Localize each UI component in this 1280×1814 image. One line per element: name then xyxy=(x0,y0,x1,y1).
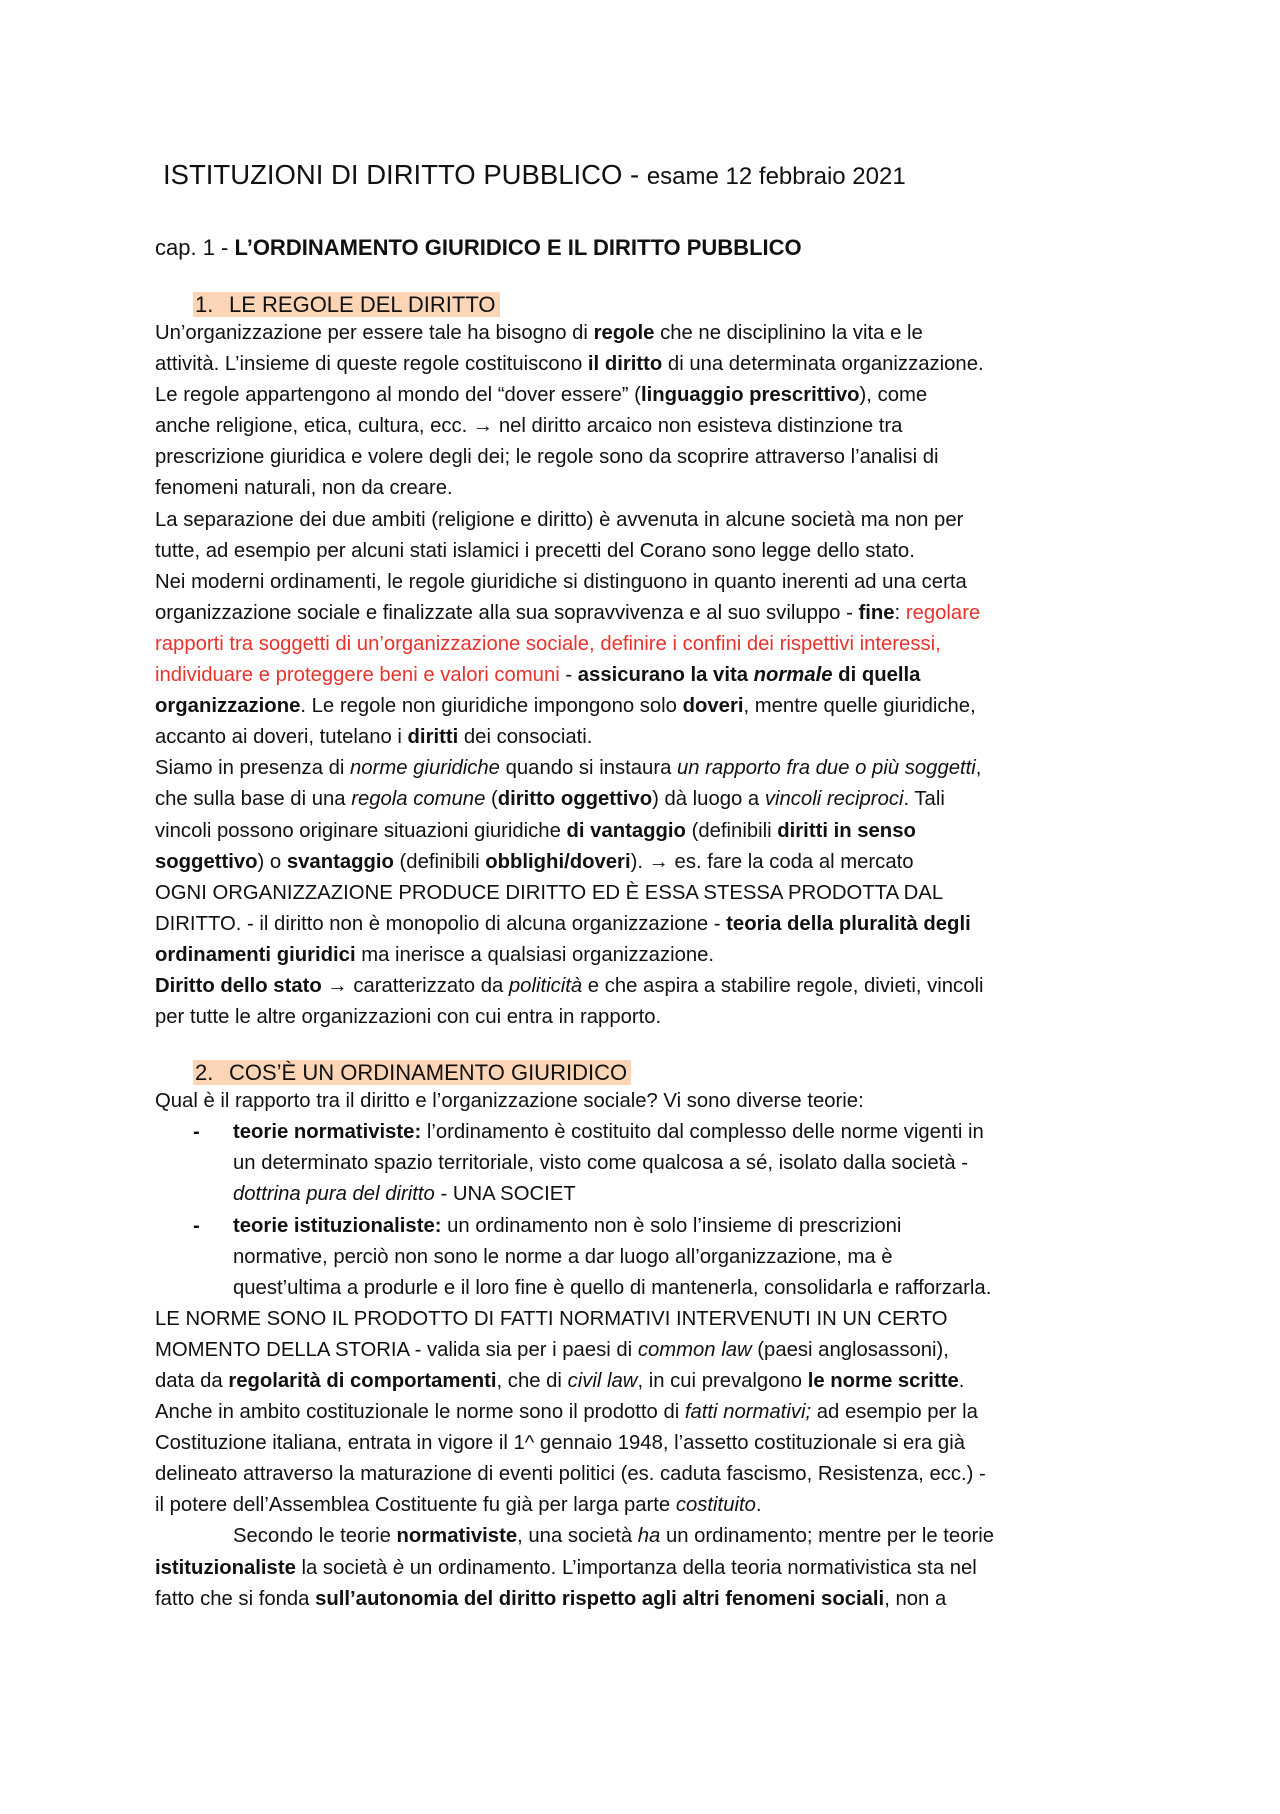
text-line: Siamo in presenza di norme giuridiche quando si instaura un rapporto fra due o più soggetti, xyxy=(155,757,982,780)
title-main: ISTITUZIONI DI DIRITTO PUBBLICO - xyxy=(163,159,647,190)
text-line: Secondo le teorie normativiste, una società ha un ordinamento; mentre per le teorie xyxy=(233,1525,995,1548)
text-line: OGNI ORGANIZZAZIONE PRODUCE DIRITTO ED È ESSA STESSA PRODOTTA DAL xyxy=(155,881,944,904)
text-line: anche religione, etica, cultura, ecc. → nel diritto arcaico non esisteva distinzione tra xyxy=(155,415,903,438)
chapter-prefix: cap. 1 - xyxy=(155,235,235,260)
section-1-number: 1. xyxy=(195,292,214,317)
text-line: Diritto dello stato → caratterizzato da politicità e che aspira a stabilire regole, divieti, vincoli xyxy=(155,974,984,997)
bullet-dash: - xyxy=(193,1121,200,1144)
document-title xyxy=(163,158,1130,194)
text-line: che sulla base di una regola comune (diritto oggettivo) dà luogo a vincoli reciproci. Tali xyxy=(155,788,945,811)
section-1-body xyxy=(155,318,1130,1033)
bullet-dash: - xyxy=(193,1214,200,1237)
text-line: data da regolarità di comportamenti, che di civil law, in cui prevalgono le norme scritte. xyxy=(155,1370,965,1392)
text-line: tutte, ad esempio per alcuni stati islamici i precetti del Corano sono legge dello stato. xyxy=(155,539,915,562)
text-line: delineato attraverso la maturazione di eventi politici (es. caduta fascismo, Resistenza, ecc.) - xyxy=(155,1463,986,1486)
text-line: Un’organizzazione per essere tale ha bisogno di regole che ne disciplinino la vita e le xyxy=(155,322,923,344)
text-line: ordinamenti giuridici ma inerisce a qualsiasi organizzazione. xyxy=(155,943,715,966)
section-1-heading xyxy=(193,291,1130,318)
text-line: organizzazione. Le regole non giuridiche impongono solo doveri, mentre quelle giuridiche, xyxy=(155,695,976,718)
section-2-number: 2. xyxy=(195,1060,214,1086)
text-line: Le regole appartengono al mondo del “dover essere” (linguaggio prescrittivo), come xyxy=(155,384,928,407)
text-line: accanto ai doveri, tutelano i diritti dei consociati. xyxy=(155,726,593,749)
text-line: prescrizione giuridica e volere degli dei; le regole sono da scoprire attraverso l’analisi di xyxy=(155,446,939,469)
document-page xyxy=(155,158,1130,1615)
chapter-name: L’ORDINAMENTO GIURIDICO E IL DIRITTO PUBBLICO xyxy=(234,235,802,260)
text-line: Qual è il rapporto tra il diritto e l’organizzazione sociale? Vi sono diverse teorie: xyxy=(155,1090,864,1113)
text-line: Costituzione italiana, entrata in vigore il 1^ gennaio 1948, l’assetto costituzionale si era già xyxy=(155,1432,965,1455)
text-line: Nei moderni ordinamenti, le regole giuridiche si distinguono in quanto inerenti ad una certa xyxy=(155,570,967,593)
highlighted-text-line: rapporti tra soggetti di un’organizzazione sociale, definire i confini dei rispettivi interessi, xyxy=(155,632,941,655)
text-line: il potere dell’Assemblea Costituente fu già per larga parte costituito. xyxy=(155,1494,762,1517)
list-item: - teorie normativiste: l’ordinamento è costituito dal complesso delle norme vigenti in un determinato spazio territoriale, visto come qualcosa a sé, isolato dalla società - dottrina pura del diritto - UNA SOCIET xyxy=(155,1117,1130,1210)
section-2-heading xyxy=(193,1059,1130,1086)
text-line: attività. L’insieme di queste regole costituiscono il diritto di una determinata organizzazione. xyxy=(155,353,984,376)
text-line: per tutte le altre organizzazioni con cui entra in rapporto. xyxy=(155,1006,662,1029)
text-line: Anche in ambito costituzionale le norme sono il prodotto di fatti normativi; ad esempio per la xyxy=(155,1401,978,1424)
section-1-title: LE REGOLE DEL DIRITTO xyxy=(229,292,496,317)
text-line: istituzionaliste la società è un ordinamento. L’importanza della teoria normativistica sta nel xyxy=(155,1556,977,1579)
text-line: fenomeni naturali, non da creare. xyxy=(155,477,453,500)
text-line: individuare e proteggere beni e valori comuni - assicurano la vita normale di quella xyxy=(155,664,921,687)
section-2-body xyxy=(155,1086,1130,1615)
text-line: vincoli possono originare situazioni giuridiche di vantaggio (definibili diritti in senso xyxy=(155,819,916,842)
list-item: - teorie istituzionaliste: un ordinamento non è solo l’insieme di prescrizioni normative, perciò non sono le norme a dar luogo all’organizzazione, ma è quest’ultima a produrle e il loro fine è quello di mantenerla, consolidarla e rafforzarla. xyxy=(155,1211,1130,1304)
title-date: esame 12 febbraio 2021 xyxy=(646,163,906,190)
text-line: soggettivo) o svantaggio (definibili obblighi/doveri). → es. fare la coda al mercato xyxy=(155,850,914,873)
text-line: La separazione dei due ambiti (religione e diritto) è avvenuta in alcune società ma non per xyxy=(155,508,964,531)
text-line: MOMENTO DELLA STORIA - valida sia per i paesi di common law (paesi anglosassoni), xyxy=(155,1338,949,1361)
text-line: DIRITTO. - il diritto non è monopolio di alcuna organizzazione - teoria della pluralità degli xyxy=(155,912,971,935)
text-line: organizzazione sociale e finalizzate alla sua sopravvivenza e al suo sviluppo - fine: regolare xyxy=(155,601,981,624)
text-line: fatto che si fonda sull’autonomia del diritto rispetto agli altri fenomeni sociali, non a xyxy=(155,1587,947,1610)
chapter-heading xyxy=(155,234,1130,262)
section-2-title: COS’È UN ORDINAMENTO GIURIDICO xyxy=(229,1060,628,1086)
text-line: LE NORME SONO IL PRODOTTO DI FATTI NORMATIVI INTERVENUTI IN UN CERTO xyxy=(155,1307,948,1330)
